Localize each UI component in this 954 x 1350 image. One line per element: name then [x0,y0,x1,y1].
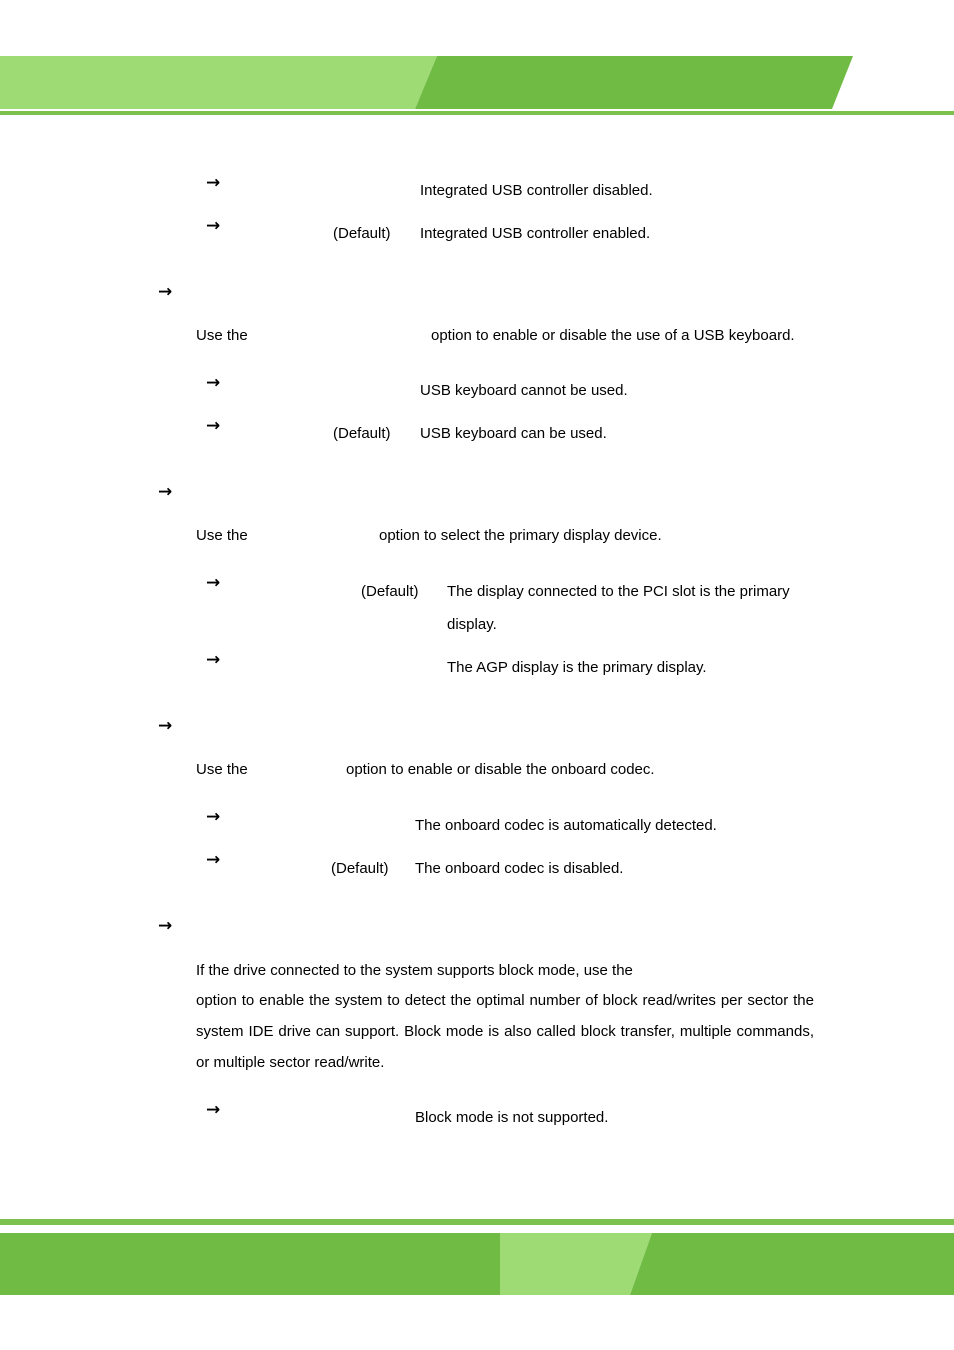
arrow-right-icon: → [206,573,221,593]
footer-light-band [500,1233,652,1295]
footer-rule [0,1219,954,1225]
arrow-right-icon: → [206,850,221,870]
section-arrow-icon: → [158,716,173,736]
arrow-right-icon: → [206,173,221,193]
header-rule [0,111,954,115]
section-arrow-icon: → [158,482,173,502]
option-description: The onboard codec is disabled. [415,860,624,877]
option-description: The display connected to the PCI slot is the primary [447,583,790,600]
section-intro-suffix: option to enable or disable the onboard codec. [346,761,655,778]
option-description-continued: display. [447,616,497,633]
section-intro-prefix: Use the [196,327,248,344]
option-description: The AGP display is the primary display. [447,659,707,676]
arrow-right-icon: → [206,1100,221,1120]
option-description: USB keyboard cannot be used. [420,382,628,399]
header-banner [0,56,954,118]
section-intro-prefix: Use the [196,527,248,544]
option-description: Block mode is not supported. [415,1109,609,1126]
section-intro-suffix: option to enable or disable the use of a USB keyboard. [431,327,795,344]
section-intro-prefix: Use the [196,761,248,778]
section-intro-line1: If the drive connected to the system supports block mode, use the [196,962,633,979]
default-label: (Default) [333,225,391,242]
default-label: (Default) [361,583,419,600]
section-arrow-icon: → [158,916,173,936]
option-description: The onboard codec is automatically detected. [415,817,717,834]
option-description: Integrated USB controller enabled. [420,225,651,242]
arrow-right-icon: → [206,416,221,436]
arrow-right-icon: → [206,373,221,393]
section-intro-body: option to enable the system to detect the optimal number of block read/writes per sector the system IDE drive can support. Block mode is also called block transfer, multiple commands, or multiple sector read/write. [196,992,814,1071]
section-intro-suffix: option to select the primary display device. [379,527,662,544]
header-light-band [0,56,437,109]
footer-dark-right [630,1233,954,1295]
header-dark-band [415,56,853,109]
arrow-right-icon: → [206,650,221,670]
footer-dark-left [0,1233,500,1295]
option-description: USB keyboard can be used. [420,425,607,442]
arrow-right-icon: → [206,807,221,827]
default-label: (Default) [331,860,389,877]
footer-banner [0,1219,954,1297]
section-arrow-icon: → [158,282,173,302]
arrow-right-icon: → [206,216,221,236]
default-label: (Default) [333,425,391,442]
option-description: Integrated USB controller disabled. [420,182,653,199]
